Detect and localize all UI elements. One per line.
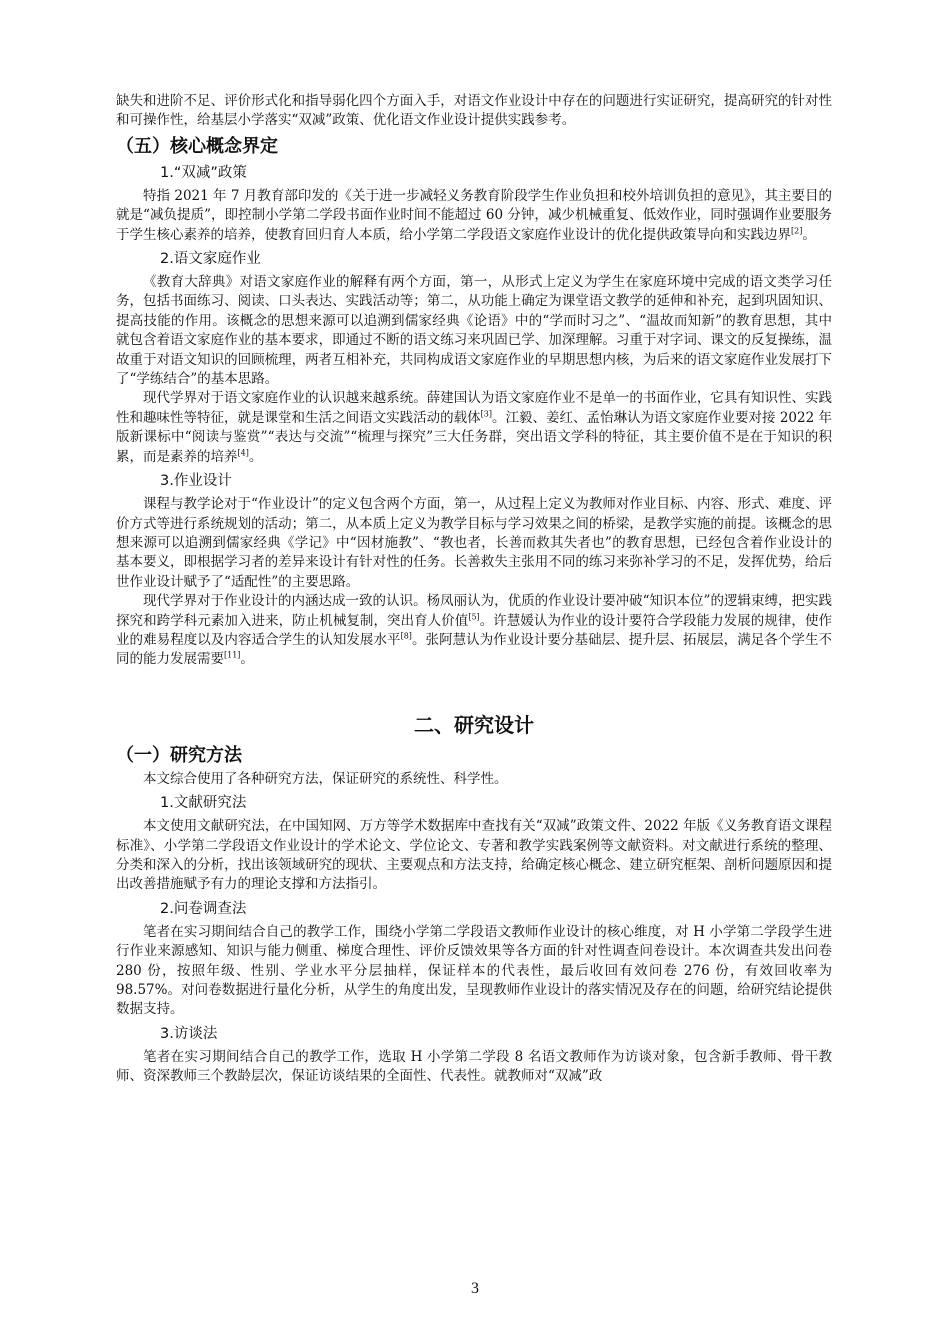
chapter-heading-research-design: 二、研究设计 bbox=[414, 712, 534, 737]
subheading-literature-method: 1.文献研究法 bbox=[160, 795, 247, 812]
intro-paragraph: 缺失和进阶不足、评价形式化和指导弱化四个方面入手，对语文作业设计中存在的问题进行实证研究，提高研究的针对性和可操作性，给基层小学落实“双减”政策、优化语文作业设计提供实践参考。 bbox=[116, 93, 832, 129]
paragraph-text: 。 bbox=[240, 651, 254, 668]
paragraph-design-definition: 课程与教学论对于“作业设计”的定义包含两个方面，第一，从过程上定义为教师对作业目标、内容、形式、难度、评价方式等进行系统规划的活动；第二，从本质上定义为教学目标与学习效果之间的桥梁，是教学实施的前提。该概念的思想来源可以追溯到儒家经典《学记》中“因材施教”、“教也者，长善而救其失者也”的教育思想，已经包含着作业设计的基本要义，即根据学习者的差异来设计有针对性的任务。长善救失主张用不同的练习来弥补学习的不足，发挥优势，给后世作业设计赋予了“适配性”的主要思路。 bbox=[116, 496, 832, 590]
subheading-interview-method: 3.访谈法 bbox=[160, 1025, 218, 1042]
paragraph-text: 特指 2021 年 7 月教育部印发的《关于进一步减轻义务教育阶段学生作业负担和校外培训负担的意见》，其主要目的就是“减负提质”，即控制小学第二学段书面作业时间不能超过 60 分钟，减少机械重复、低效作业，同时强调作业要服务于学生核心素养的培养，使教育回归育人本质，给小学第二学段语文家庭作业设计的优化提供政策导向和实践边界 bbox=[116, 187, 832, 243]
page-body bbox=[116, 92, 832, 1087]
paragraph-interview-method: 笔者在实习期间结合自己的教学工作，选取 H 小学第二学段 8 名语文教师作为访谈对象，包含新手教师、骨干教师、资深教师三个教龄层次，保证访谈结果的全面性、代表性。就教师对“双减”政 bbox=[116, 1048, 832, 1085]
subheading-assignment-design: 3.作业设计 bbox=[160, 473, 232, 490]
paragraph-text: 。 bbox=[248, 448, 263, 465]
paragraph-literature-method: 本文使用文献研究法，在中国知网、万方等学术数据库中查找有关“双减”政策文件、2022 年版《义务教育语文课程标准》、小学第二学段语文作业设计的学术论文、学位论文、专著和教学实践案例等文献资料。对文献进行系统的整理、分类和深入的分析，找出该领域研究的现状、主要观点和方法支持，给确定核心概念、建立研究框架、剖析问题原因和提出改善措施赋予有力的理论支撑和方法指引。 bbox=[116, 818, 832, 893]
citation-ref: [8] bbox=[400, 631, 412, 641]
paragraph-text: 现代学界对于语文家庭作业的认识越来越系统。薛建国认为语文家庭作业不是单一的书面作业，它具有知识性、实践性和趣味性等特征，就是课堂和生活之间语文实践活动的载体 bbox=[116, 390, 832, 426]
section-heading-core-concepts: （五）核心概念界定 bbox=[116, 135, 278, 157]
citation-ref: [2] bbox=[791, 226, 803, 236]
paragraph-text: 现代学界对于作业设计的内涵达成一致的认识。杨凤丽认为，优质的作业设计要冲破“知识本位”的逻辑束缚，把实践探究和跨学科元素加入进来，防止机械复制，突出育人价值 bbox=[116, 593, 832, 629]
paragraph-double-reduction bbox=[116, 187, 832, 245]
paragraph-methods-intro: 本文综合使用了各种研究方法，保证研究的系统性、科学性。 bbox=[143, 770, 508, 787]
page-number: 3 bbox=[471, 1280, 479, 1297]
citation-ref: [5] bbox=[468, 612, 480, 622]
paragraph-text: 。许慧媛认为作业的设计要符合学段能力发展的规律，使作业的难易程度以及内容适合学生的认知发展水平 bbox=[116, 612, 832, 648]
section-heading-research-methods: （一）研究方法 bbox=[116, 744, 242, 766]
paragraph-text: 。 bbox=[802, 226, 816, 243]
paragraph-text: 。江毅、姜红、孟怡琳认为语文家庭作业要对接 2022 年版新课标中“阅读与鉴赏”“表达与交流”“梳理与探究”三大任务群，突出语文学科的特征，其主要价值不是在于知识的积累，而是素养的培养 bbox=[116, 409, 832, 465]
subheading-double-reduction: 1.“双减”政策 bbox=[160, 164, 247, 181]
paragraph-text: 。张阿慧认为作业设计要分基础层、提升层、拓展层，满足各个学生不同的能力发展需要 bbox=[116, 631, 833, 668]
paragraph-homework-definition: 《教育大辞典》对语文家庭作业的解释有两个方面，第一，从形式上定义为学生在家庭环境中完成的语文类学习任务，包括书面练习、阅读、口头表达、实践活动等；第二，从功能上确定为课堂语文教学的延伸和补充，起到巩固知识、提高技能的作用。该概念的思想来源可以追溯到儒家经典《论语》中的“学而时习之”、“温故而知新”的教育思想，其中就包含着语文家庭作业的基本要求，即通过不断的语文练习来巩固已学、加深理解。习重于对字词、课文的反复操练，温故重于对语文知识的回顾梳理，两者互相补充，共同构成语文家庭作业的早期思想内核，为后来的语文家庭作业发展打下了“学练结合”的基本思路。 bbox=[116, 274, 832, 388]
subheading-chinese-homework: 2.语文家庭作业 bbox=[160, 251, 261, 268]
citation-ref: [3] bbox=[480, 409, 492, 419]
citation-ref: [4] bbox=[237, 448, 249, 458]
subheading-questionnaire-method: 2.问卷调查法 bbox=[160, 900, 247, 917]
paragraph-questionnaire-method: 笔者在实习期间结合自己的教学工作，围绕小学第二学段语文教师作业设计的核心维度，对 H 小学第二学段学生进行作业来源感知、知识与能力侧重、梯度合理性、评价反馈效果等各方面的针对性调查问卷设计。本次调查共发出问卷 280 份，按照年级、性别、学业水平分层抽样，保证样本的代表性，最后收回有效问卷 276 份，有效回收率为 98.57%。对问卷数据进行量化分析，从学生的角度出发，呈现教师作业设计的落实情况及存在的问题，给研究结论提供数据支持。 bbox=[116, 923, 832, 1018]
paragraph-design-modern bbox=[116, 592, 832, 670]
citation-ref: [11] bbox=[224, 650, 241, 660]
paragraph-homework-modern bbox=[116, 389, 832, 467]
